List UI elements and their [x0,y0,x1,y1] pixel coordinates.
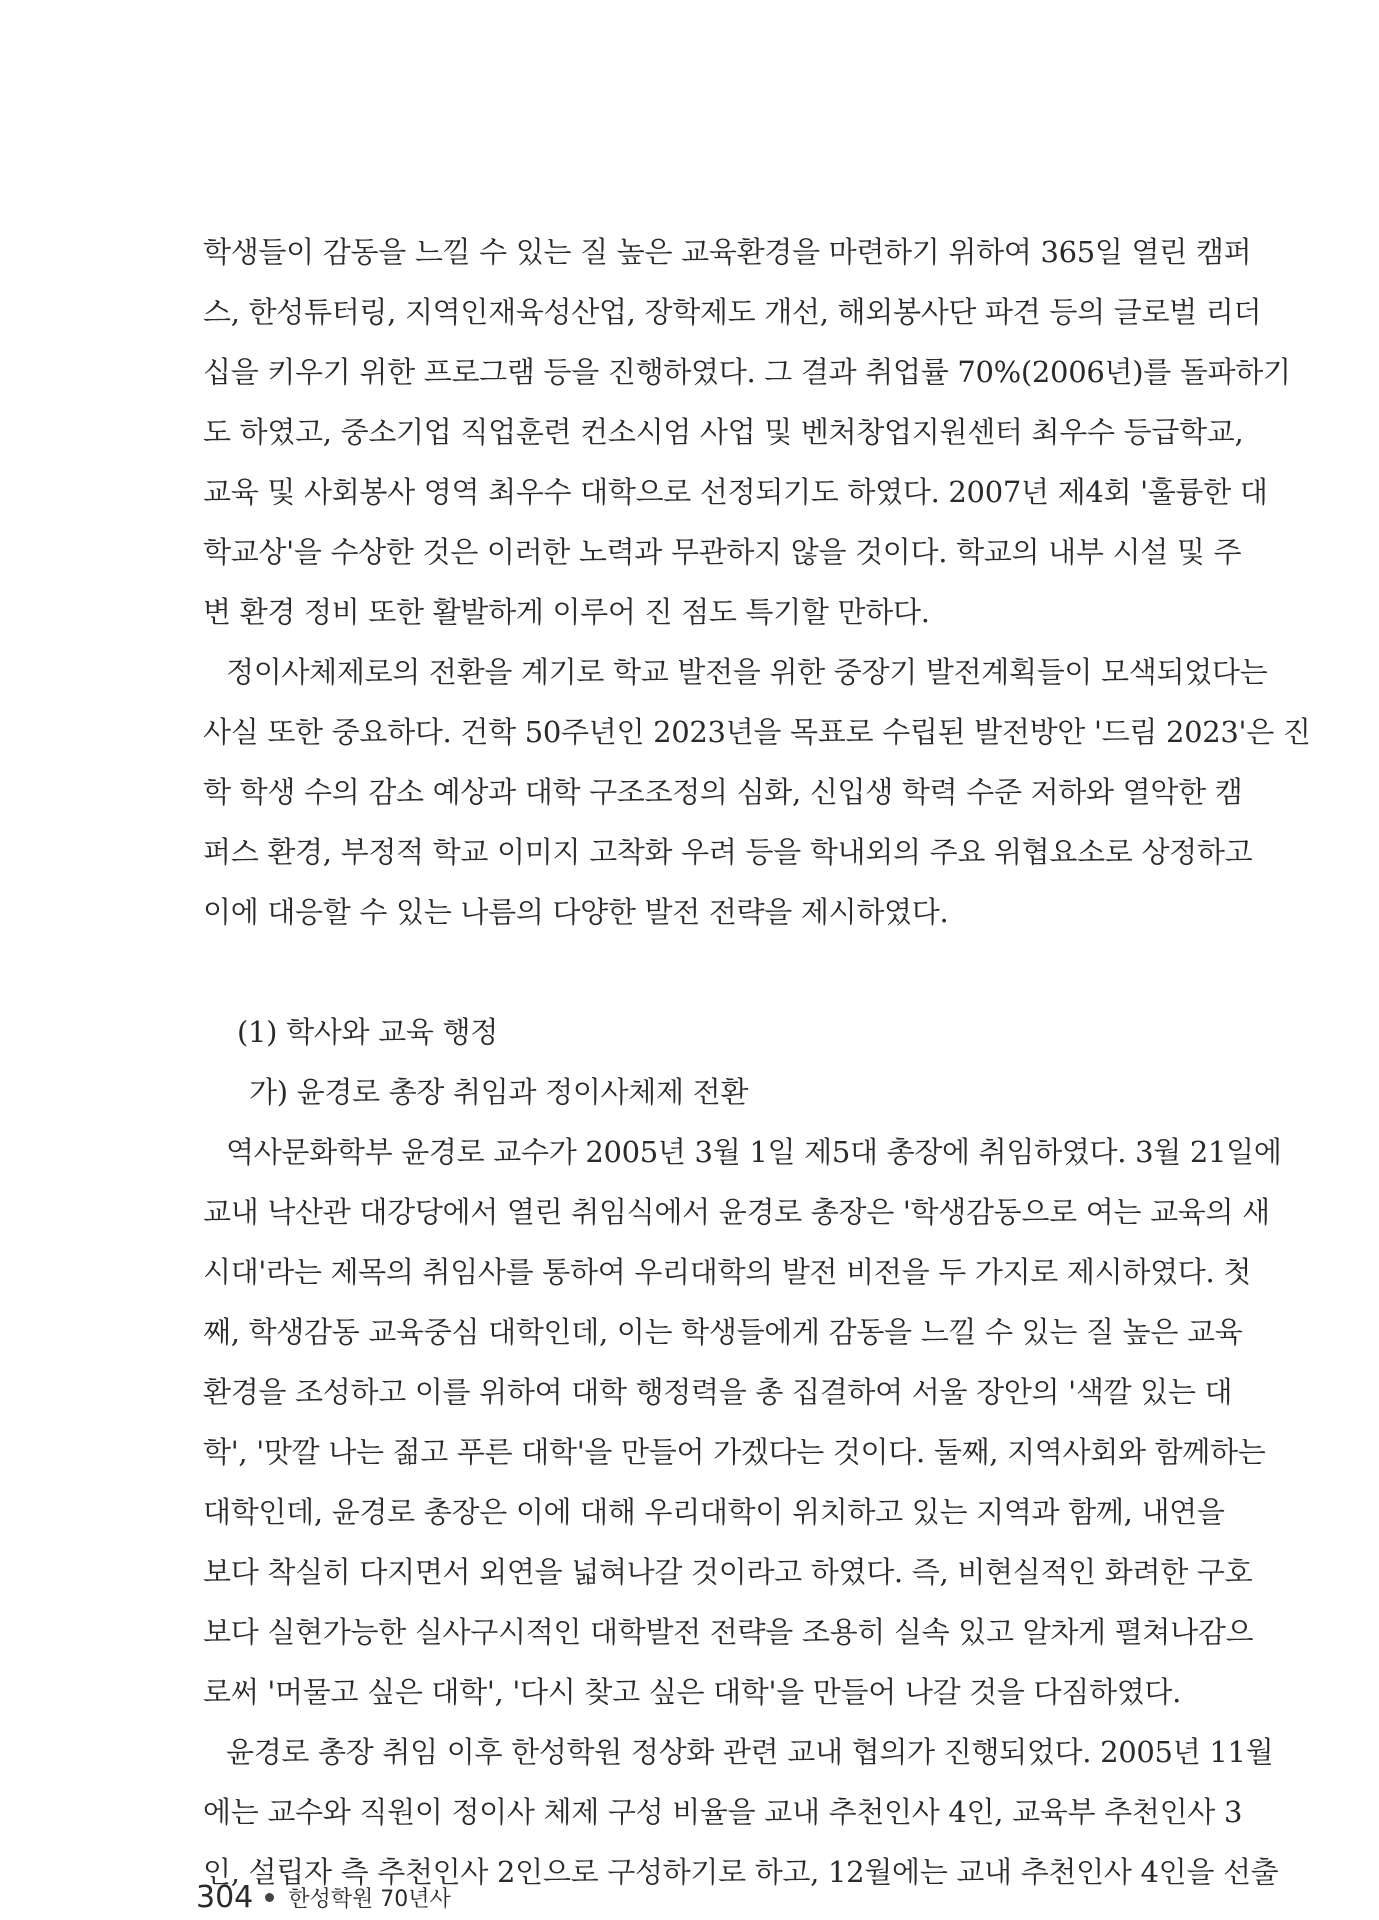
text-line: 인, 설립자 측 추천인사 2인으로 구성하기로 하고, 12월에는 교내 추천인사 4인을 선출 [203,1855,1279,1889]
text-line: 교육 및 사회봉사 영역 최우수 대학으로 선정되기도 하였다. 2007년 제4회 '훌륭한 대 [203,475,1268,509]
text-line: 째, 학생감동 교육중심 대학인데, 이는 학생들에게 감동을 느낄 수 있는 질 높은 교육 [203,1315,1243,1349]
text-line: 정이사체제로의 전환을 계기로 학교 발전을 위한 중장기 발전계획들이 모색되었다는 [226,655,1268,689]
text-line: 도 하였고, 중소기업 직업훈련 컨소시엄 사업 및 벤처창업지원센터 최우수 등급학교, [203,415,1244,449]
text-line: 교내 낙산관 대강당에서 열린 취임식에서 윤경로 총장은 '학생감동으로 여는 교육의 새 [203,1195,1270,1229]
page-number: 304 [196,1880,254,1915]
page-footer [196,1880,451,1915]
text-line: 에는 교수와 직원이 정이사 체제 구성 비율을 교내 추천인사 4인, 교육부 추천인사 3 [203,1795,1243,1829]
text-line: 사실 또한 중요하다. 건학 50주년인 2023년을 목표로 수립된 발전방안 '드림 2023'은 진 [203,715,1311,749]
text-line: 보다 실현가능한 실사구시적인 대학발전 전략을 조용히 실속 있고 알차게 펼쳐나감으 [203,1615,1254,1649]
text-line: 시대'라는 제목의 취임사를 통하여 우리대학의 발전 비전을 두 가지로 제시하였다. 첫 [203,1255,1252,1289]
bullet-dot-icon [265,1893,274,1902]
text-line: 십을 키우기 위한 프로그램 등을 진행하였다. 그 결과 취업률 70%(2006년)를 돌파하기 [203,355,1291,389]
section-heading: (1) 학사와 교육 행정 [237,1015,498,1049]
book-title: 한성학원 70년사 [288,1887,451,1912]
text-line: 환경을 조성하고 이를 위하여 대학 행정력을 총 집결하여 서울 장안의 '색깔 있는 대 [203,1375,1233,1409]
text-line: 대학인데, 윤경로 총장은 이에 대해 우리대학이 위치하고 있는 지역과 함께, 내연을 [203,1495,1225,1529]
text-line: 퍼스 환경, 부정적 학교 이미지 고착화 우려 등을 학내외의 주요 위협요소로 상정하고 [203,835,1253,869]
text-line: 로써 '머물고 싶은 대학', '다시 찾고 싶은 대학'을 만들어 나갈 것을 다짐하였다. [203,1675,1182,1709]
text-line: 학', '맛깔 나는 젊고 푸른 대학'을 만들어 가겠다는 것이다. 둘째, 지역사회와 함께하는 [203,1435,1266,1469]
text-line: 스, 한성튜터링, 지역인재육성산업, 장학제도 개선, 해외봉사단 파견 등의 글로벌 리더 [203,295,1262,329]
text-line: 이에 대응할 수 있는 나름의 다양한 발전 전략을 제시하였다. [203,895,949,929]
text-line: 역사문화학부 윤경로 교수가 2005년 3월 1일 제5대 총장에 취임하였다. 3월 21일에 [226,1135,1282,1169]
text-line: 학교상'을 수상한 것은 이러한 노력과 무관하지 않을 것이다. 학교의 내부 시설 및 주 [203,535,1242,569]
text-line: 학 학생 수의 감소 예상과 대학 구조조정의 심화, 신입생 학력 수준 저하와 열악한 캠 [203,775,1243,809]
text-line: 보다 착실히 다지면서 외연을 넓혀나갈 것이라고 하였다. 즉, 비현실적인 화려한 구호 [203,1555,1253,1589]
text-line: 윤경로 총장 취임 이후 한성학원 정상화 관련 교내 협의가 진행되었다. 2005년 11월 [226,1735,1274,1769]
text-line: 변 환경 정비 또한 활발하게 이루어 진 점도 특기할 만하다. [203,595,930,629]
text-line: 학생들이 감동을 느낄 수 있는 질 높은 교육환경을 마련하기 위하여 365일 열린 캠퍼 [203,235,1252,269]
sub-heading: 가) 윤경로 총장 취임과 정이사체제 전환 [249,1075,749,1109]
